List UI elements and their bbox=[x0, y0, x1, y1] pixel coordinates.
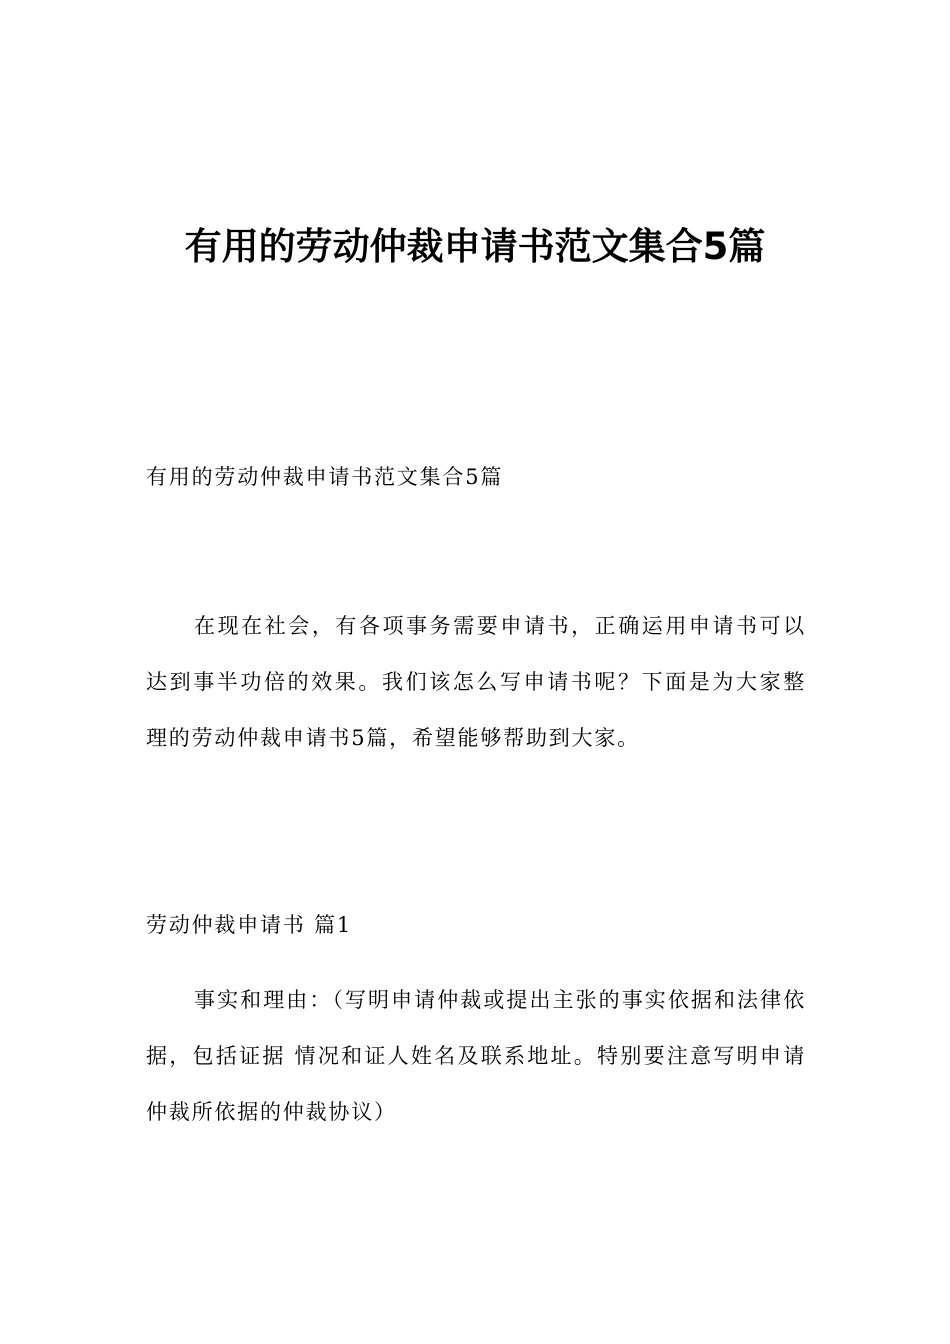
document-subtitle: 有用的劳动仲裁申请书范文集合5篇 bbox=[146, 465, 504, 489]
section-heading: 劳动仲裁申请书 篇1 bbox=[146, 913, 353, 937]
document-title: 有用的劳动仲裁申请书范文集合5篇 bbox=[184, 225, 766, 268]
facts-paragraph: 事实和理由：（写明申请仲裁或提出主张的事实依据和法律依据，包括证据 情况和证人姓名及联系地址。特别要注意写明申请仲裁所依据的仲裁协议） bbox=[146, 988, 806, 1124]
intro-paragraph: 在现在社会，有各项事务需要申请书，正确运用申请书可以达到事半功倍的效果。我们该怎么写申请书呢？下面是为大家整理的劳动仲裁申请书5篇，希望能够帮助到大家。 bbox=[146, 614, 806, 750]
